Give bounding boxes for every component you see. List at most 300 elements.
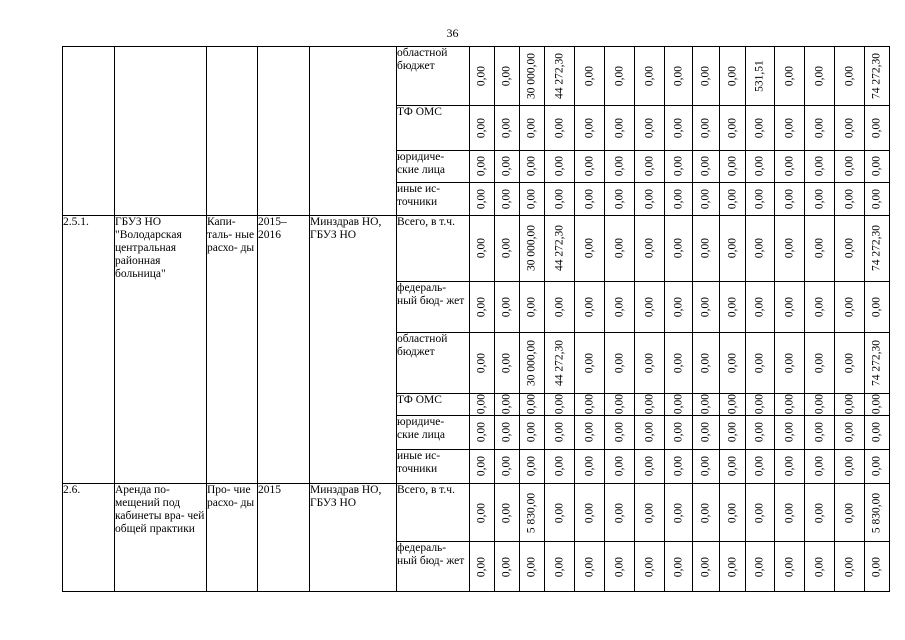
value-text: 0,00 (753, 156, 766, 177)
value-cell (746, 215, 775, 281)
value-text: 0,00 (583, 502, 595, 523)
value-text: 0,00 (753, 188, 766, 210)
value-cell (495, 542, 520, 592)
value-text: 0,00 (870, 188, 883, 210)
value-cell (746, 105, 775, 150)
value-cell (720, 47, 746, 106)
value-text: 0,00 (525, 156, 538, 177)
value-text: 0,00 (813, 394, 825, 415)
value-text: 0,00 (783, 456, 795, 477)
value-text: 0,00 (783, 394, 795, 415)
value-cell (470, 449, 495, 484)
value-text: 0,00 (672, 352, 684, 373)
value-text: 0,00 (672, 117, 684, 138)
value-cell (635, 542, 665, 592)
funding-source: Всего, в т.ч. (397, 215, 470, 281)
value-text: 0,00 (672, 296, 684, 317)
value-text: 0,00 (553, 156, 565, 177)
value-cell (495, 449, 520, 484)
value-text: 0,00 (500, 456, 513, 477)
value-cell (720, 449, 746, 484)
value-cell (775, 281, 805, 332)
value-text: 44 272,30 (553, 52, 565, 99)
value-text: 0,00 (553, 556, 565, 577)
value-cell (865, 416, 890, 450)
value-cell (575, 393, 605, 415)
value-cell (605, 215, 635, 281)
value-text: 0,00 (643, 65, 655, 87)
value-cell (635, 47, 665, 106)
value-text: 0,00 (613, 556, 625, 577)
value-text: 0,00 (753, 296, 766, 317)
value-text: 0,00 (613, 156, 625, 177)
value-cell (520, 105, 545, 150)
value-cell (775, 542, 805, 592)
funding-source: юридиче- ские лица (397, 150, 470, 183)
value-text: 30 000,00 (525, 225, 538, 272)
value-cell (665, 47, 693, 106)
value-text: 0,00 (643, 556, 655, 577)
value-cell (520, 47, 545, 106)
value-text: 74 272,30 (870, 339, 883, 386)
value-cell (835, 47, 865, 106)
value-text: 0,00 (813, 422, 825, 443)
value-cell (470, 393, 495, 415)
value-text: 0,00 (813, 456, 825, 477)
value-text: 0,00 (583, 117, 595, 138)
value-text: 0,00 (553, 502, 565, 523)
item-executor: Минздрав НО, ГБУЗ НО (310, 484, 397, 592)
value-text: 0,00 (475, 456, 488, 477)
value-text: 0,00 (583, 238, 595, 259)
value-text: 0,00 (500, 394, 513, 415)
value-cell (835, 105, 865, 150)
value-text: 0,00 (726, 117, 738, 138)
value-text: 0,00 (813, 296, 825, 317)
value-text: 0,00 (643, 156, 655, 177)
value-cell (545, 47, 575, 106)
value-text: 0,00 (699, 394, 712, 415)
value-text: 0,00 (783, 556, 795, 577)
value-text: 74 272,30 (870, 225, 883, 272)
value-cell (605, 332, 635, 393)
value-text: 531,51 (753, 60, 766, 92)
value-text: 0,00 (813, 502, 825, 523)
value-cell (665, 542, 693, 592)
value-cell (775, 183, 805, 216)
value-text: 0,00 (500, 422, 513, 443)
value-text: 0,00 (813, 156, 825, 177)
value-text: 0,00 (699, 556, 712, 577)
value-text: 0,00 (783, 352, 795, 373)
value-cell (665, 393, 693, 415)
value-text: 0,00 (553, 296, 565, 317)
value-text: 0,00 (753, 456, 766, 477)
value-cell (605, 150, 635, 183)
value-cell (520, 183, 545, 216)
item-expense-type: Про- чие расхо- ды (207, 484, 258, 592)
value-text: 0,00 (553, 456, 565, 477)
value-text: 0,00 (500, 352, 513, 373)
value-text: 0,00 (672, 556, 684, 577)
value-text: 0,00 (475, 394, 488, 415)
value-cell (520, 150, 545, 183)
value-cell (575, 183, 605, 216)
funding-source: иные ис- точники (397, 183, 470, 216)
value-cell (575, 105, 605, 150)
value-cell (665, 416, 693, 450)
value-cell (605, 542, 635, 592)
value-text: 0,00 (726, 556, 738, 577)
value-cell (575, 332, 605, 393)
item-code: 2.5.1. (63, 215, 115, 483)
value-text: 0,00 (753, 502, 766, 523)
value-cell (775, 105, 805, 150)
value-cell (693, 47, 720, 106)
value-cell (805, 105, 835, 150)
value-cell (720, 484, 746, 542)
value-text: 0,00 (643, 502, 655, 523)
value-cell (805, 449, 835, 484)
value-cell (693, 183, 720, 216)
value-cell (693, 281, 720, 332)
value-text: 0,00 (870, 394, 883, 415)
item-code (63, 47, 115, 216)
value-cell (746, 416, 775, 450)
value-cell (495, 105, 520, 150)
value-cell (805, 484, 835, 542)
value-cell (720, 393, 746, 415)
value-text: 0,00 (613, 117, 625, 138)
value-cell (520, 332, 545, 393)
value-cell (835, 281, 865, 332)
funding-source: ТФ ОМС (397, 105, 470, 150)
value-text: 0,00 (843, 117, 855, 138)
value-cell (693, 393, 720, 415)
value-cell (635, 150, 665, 183)
value-text: 0,00 (525, 296, 538, 317)
value-text: 0,00 (726, 156, 738, 177)
value-text: 0,00 (525, 117, 538, 138)
value-cell (693, 215, 720, 281)
value-cell (805, 183, 835, 216)
funding-source: федераль- ный бюд- жет (397, 542, 470, 592)
value-cell (575, 150, 605, 183)
value-cell (746, 484, 775, 542)
value-cell (835, 542, 865, 592)
value-text: 0,00 (783, 422, 795, 443)
value-text: 0,00 (726, 394, 738, 415)
value-cell (865, 449, 890, 484)
value-cell (575, 215, 605, 281)
value-cell (545, 484, 575, 542)
value-cell (635, 332, 665, 393)
value-cell (545, 393, 575, 415)
value-cell (495, 332, 520, 393)
value-cell (805, 416, 835, 450)
value-cell (835, 393, 865, 415)
value-cell (605, 47, 635, 106)
table-body (63, 47, 890, 592)
value-cell (575, 449, 605, 484)
value-text: 0,00 (525, 556, 538, 577)
value-text: 0,00 (843, 65, 855, 87)
value-cell (545, 105, 575, 150)
value-text: 0,00 (813, 556, 825, 577)
value-cell (693, 542, 720, 592)
value-text: 0,00 (613, 394, 625, 415)
value-text: 0,00 (843, 422, 855, 443)
value-cell (720, 332, 746, 393)
value-cell (775, 215, 805, 281)
value-text: 0,00 (525, 394, 538, 415)
value-text: 0,00 (475, 556, 488, 577)
value-cell (693, 449, 720, 484)
item-code: 2.6. (63, 484, 115, 592)
value-cell (605, 183, 635, 216)
value-text: 0,00 (726, 296, 738, 317)
value-text: 0,00 (783, 238, 795, 259)
value-cell (605, 393, 635, 415)
value-text: 0,00 (672, 394, 684, 415)
value-cell (605, 105, 635, 150)
value-text: 0,00 (813, 117, 825, 138)
value-cell (693, 105, 720, 150)
value-cell (635, 281, 665, 332)
value-text: 0,00 (525, 422, 538, 443)
value-cell (775, 449, 805, 484)
value-text: 0,00 (783, 188, 795, 210)
value-text: 0,00 (553, 117, 565, 138)
value-cell (545, 542, 575, 592)
value-text: 0,00 (726, 422, 738, 443)
value-text: 0,00 (726, 188, 738, 210)
value-cell (665, 281, 693, 332)
value-text: 0,00 (753, 352, 766, 373)
value-text: 0,00 (613, 422, 625, 443)
value-cell (775, 150, 805, 183)
value-text: 0,00 (753, 556, 766, 577)
value-text: 0,00 (753, 394, 766, 415)
value-cell (470, 332, 495, 393)
value-cell (746, 393, 775, 415)
value-text: 0,00 (672, 65, 684, 87)
item-expense-type (207, 47, 258, 216)
value-text: 0,00 (672, 502, 684, 523)
value-text: 0,00 (753, 422, 766, 443)
value-cell (835, 183, 865, 216)
value-text: 0,00 (553, 188, 565, 210)
value-text: 0,00 (699, 117, 712, 138)
value-text: 0,00 (843, 238, 855, 259)
value-cell (470, 183, 495, 216)
value-cell (720, 215, 746, 281)
value-cell (805, 393, 835, 415)
value-text: 30 000,00 (525, 339, 538, 386)
value-text: 0,00 (553, 422, 565, 443)
value-cell (635, 105, 665, 150)
value-cell (865, 47, 890, 106)
value-text: 0,00 (583, 296, 595, 317)
value-text: 0,00 (500, 238, 513, 259)
value-cell (865, 332, 890, 393)
value-text: 0,00 (726, 238, 738, 259)
value-cell (545, 183, 575, 216)
value-cell (835, 215, 865, 281)
value-cell (693, 150, 720, 183)
value-cell (665, 449, 693, 484)
value-cell (746, 183, 775, 216)
value-cell (865, 393, 890, 415)
value-cell (775, 484, 805, 542)
value-text: 0,00 (583, 65, 595, 87)
value-text: 0,00 (843, 456, 855, 477)
item-organization (115, 47, 207, 216)
value-text: 0,00 (672, 238, 684, 259)
value-cell (865, 215, 890, 281)
value-cell (720, 542, 746, 592)
value-text: 0,00 (500, 502, 513, 523)
value-text: 74 272,30 (870, 52, 883, 99)
value-text: 0,00 (813, 352, 825, 373)
value-text: 0,00 (870, 296, 883, 317)
value-text: 0,00 (813, 65, 825, 87)
value-text: 0,00 (726, 352, 738, 373)
item-organization: ГБУЗ НО "Володарская центральная районная больница" (115, 215, 207, 483)
value-cell (495, 183, 520, 216)
value-text: 0,00 (843, 188, 855, 210)
value-text: 0,00 (870, 556, 883, 577)
value-cell (520, 542, 545, 592)
value-cell (495, 416, 520, 450)
value-cell (835, 484, 865, 542)
value-text: 0,00 (672, 188, 684, 210)
value-text: 0,00 (643, 296, 655, 317)
value-text: 0,00 (475, 422, 488, 443)
value-cell (520, 281, 545, 332)
value-text: 0,00 (500, 156, 513, 177)
value-text: 0,00 (525, 188, 538, 210)
value-text: 0,00 (613, 65, 625, 87)
value-text: 30 000,00 (525, 52, 538, 99)
value-cell (720, 281, 746, 332)
value-text: 0,00 (870, 156, 883, 177)
value-cell (470, 542, 495, 592)
value-cell (575, 47, 605, 106)
item-executor (310, 47, 397, 216)
value-text: 0,00 (783, 156, 795, 177)
value-cell (805, 281, 835, 332)
value-text: 0,00 (583, 156, 595, 177)
value-text: 0,00 (475, 296, 488, 317)
value-cell (665, 332, 693, 393)
value-cell (720, 150, 746, 183)
value-cell (635, 183, 665, 216)
value-cell (545, 281, 575, 332)
funding-source: Всего, в т.ч. (397, 484, 470, 542)
value-text: 0,00 (753, 117, 766, 138)
funding-source: ТФ ОМС (397, 393, 470, 415)
item-period: 2015– 2016 (258, 215, 310, 483)
value-text: 0,00 (843, 352, 855, 373)
value-text: 0,00 (643, 456, 655, 477)
value-cell (865, 183, 890, 216)
item-period: 2015 (258, 484, 310, 592)
value-cell (545, 150, 575, 183)
table-row (63, 47, 890, 106)
funding-source: юридиче- ские лица (397, 416, 470, 450)
funding-source: областной бюджет (397, 332, 470, 393)
value-text: 0,00 (813, 188, 825, 210)
value-cell (470, 47, 495, 106)
item-period (258, 47, 310, 216)
item-expense-type: Капи- таль- ные расхо- ды (207, 215, 258, 483)
value-text: 0,00 (726, 502, 738, 523)
value-cell (746, 47, 775, 106)
value-cell (665, 105, 693, 150)
value-text: 0,00 (500, 117, 513, 138)
value-text: 0,00 (870, 422, 883, 443)
value-text: 0,00 (783, 117, 795, 138)
value-text: 0,00 (525, 456, 538, 477)
value-text: 0,00 (699, 456, 712, 477)
budget-table (62, 46, 890, 592)
value-cell (470, 150, 495, 183)
value-text: 0,00 (699, 352, 712, 373)
value-text: 0,00 (783, 296, 795, 317)
value-cell (746, 542, 775, 592)
value-cell (470, 416, 495, 450)
value-cell (605, 281, 635, 332)
value-text: 0,00 (813, 238, 825, 259)
value-text: 0,00 (583, 556, 595, 577)
value-text: 0,00 (583, 422, 595, 443)
funding-source: иные ис- точники (397, 449, 470, 484)
value-cell (635, 484, 665, 542)
table-row (63, 215, 890, 281)
value-text: 0,00 (699, 188, 712, 210)
value-cell (635, 416, 665, 450)
value-cell (545, 416, 575, 450)
value-cell (470, 281, 495, 332)
value-cell (805, 542, 835, 592)
value-text: 0,00 (699, 238, 712, 259)
value-text: 0,00 (583, 394, 595, 415)
value-cell (865, 542, 890, 592)
value-cell (605, 484, 635, 542)
value-cell (775, 416, 805, 450)
value-cell (746, 150, 775, 183)
value-cell (775, 332, 805, 393)
value-text: 5 830,00 (870, 492, 883, 533)
value-text: 0,00 (643, 394, 655, 415)
value-text: 0,00 (843, 556, 855, 577)
value-text: 0,00 (870, 117, 883, 138)
value-text: 0,00 (672, 422, 684, 443)
value-cell (520, 416, 545, 450)
value-cell (746, 449, 775, 484)
value-text: 0,00 (843, 394, 855, 415)
value-cell (665, 150, 693, 183)
value-text: 0,00 (475, 188, 488, 210)
value-text: 0,00 (726, 65, 738, 87)
value-text: 5 830,00 (525, 492, 538, 533)
value-cell (720, 416, 746, 450)
value-cell (520, 484, 545, 542)
value-cell (520, 393, 545, 415)
value-text: 0,00 (843, 502, 855, 523)
value-text: 0,00 (613, 188, 625, 210)
